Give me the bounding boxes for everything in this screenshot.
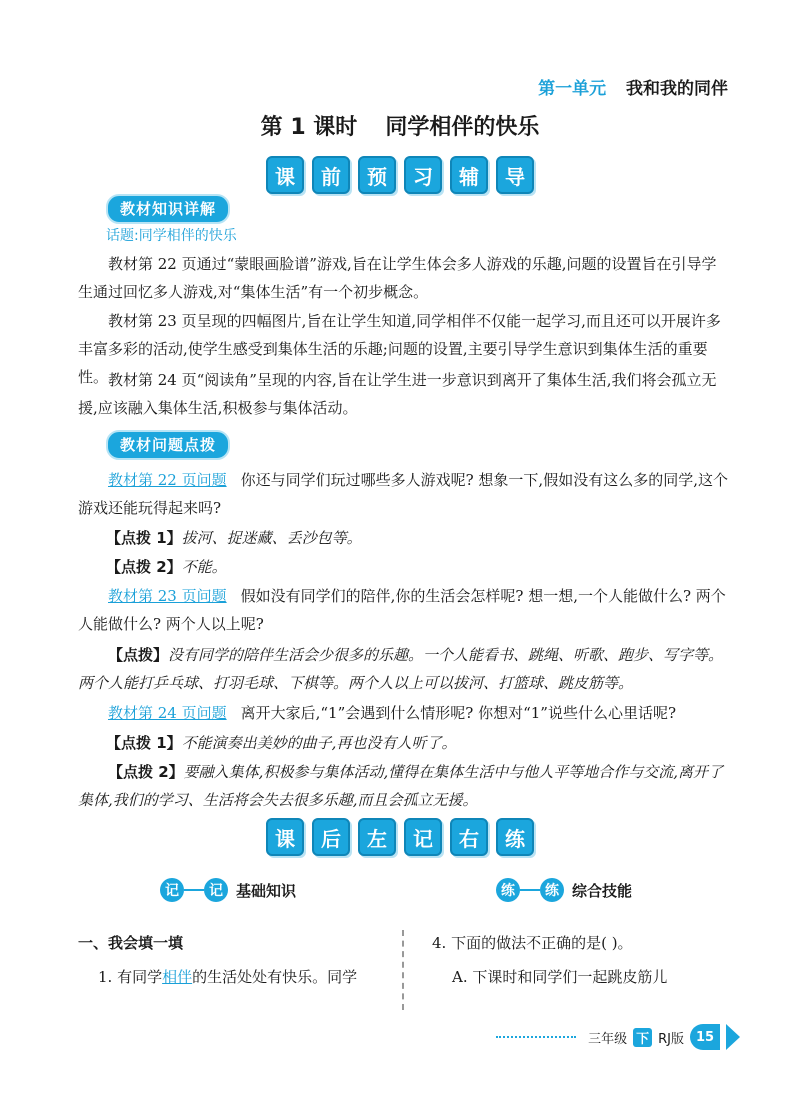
page-footer [496,1024,740,1050]
grade: 三年级 [588,1031,628,1047]
banner-char: 右 [450,818,488,856]
topic-line: 话题:同学相伴的快乐 [106,228,237,244]
q1-highlight: 相伴 [162,968,193,986]
lesson-name: 同学相伴的快乐 [385,115,540,140]
part-title: 一、我会填一填 [78,934,184,952]
exercise-left-column [78,930,398,990]
banner-char: 练 [496,818,534,856]
question-ref-22[interactable]: 教材第 22 页问题 [108,471,227,489]
knowledge-para-3: 教材第 24 页“阅读角”呈现的内容,旨在让学生进一步意识到离开了集体生活,我们将会孤立无援,应该融入集体生活,积极参与集体活动。 [78,371,717,417]
question-text-24: 离开大家后,“1”会遇到什么情形呢? 你想对“1”说些什么心里话呢? [240,704,677,722]
knowledge-tag: 教材知识详解 [106,194,230,224]
problems-tag: 教材问题点拨 [106,430,230,460]
edition: RJ版 [658,1031,684,1047]
tip-24-2 [78,758,728,814]
tip-24-1 [106,729,728,757]
question-text-23: 假如没有同学们的陪伴,你的生活会怎样呢? 想一想,一个人能做什么? 两个人能做什么? 两个人以上呢? [78,587,726,633]
post-class-banner [0,818,800,856]
badge-char: 练 [540,878,564,902]
tip-body: 拔河、捉迷藏、丢沙包等。 [181,529,362,547]
unit-number: 第一单元 [538,79,607,99]
tip-body: 不能演奏出美妙的曲子,再也没有人听了。 [181,734,457,752]
ji-yi-ji-badge [160,878,228,902]
tip-label: 【点拨 2】 [106,558,182,576]
unit-header [538,74,728,99]
question-1 [98,964,398,990]
q1-prefix: 1. 有同学 [98,968,163,986]
question-23 [78,582,728,638]
banner-char: 习 [404,156,442,194]
banner-char: 导 [496,156,534,194]
knowledge-para-2: 教材第 23 页呈现的四幅图片,旨在让学生知道,同学相伴不仅能一起学习,而且还可以开展许多丰富多彩的活动,使学生感受到集体生活的乐趣;问题的设置,主要引导学生意识到集体生活的重要性。 [78,312,721,386]
tip-label: 【点拨 2】 [108,763,184,781]
banner-char: 课 [266,818,304,856]
badge-char: 记 [160,878,184,902]
banner-char: 左 [358,818,396,856]
section-label: 综合技能 [572,881,633,900]
tip-22-2 [106,553,728,581]
banner-char: 后 [312,818,350,856]
column-divider [402,930,404,1010]
page-arrow-icon [726,1024,740,1050]
lesson-title [0,110,800,141]
section-label: 基础知识 [236,881,297,900]
page-number: 15 [690,1024,720,1050]
question-ref-23[interactable]: 教材第 23 页问题 [108,587,227,605]
lian-yi-lian-badge [496,878,564,902]
question-24 [78,699,728,727]
basic-knowledge-heading [160,878,296,902]
tip-body: 不能。 [181,558,227,576]
question-22 [78,466,728,522]
tip-label: 【点拨】 [108,646,169,664]
banner-char: 预 [358,156,396,194]
lesson-number: 第 1 课时 [260,115,358,140]
banner-char: 辅 [450,156,488,194]
skills-heading [496,878,632,902]
banner-char: 课 [266,156,304,194]
q1-suffix: 的生活处处有快乐。同学 [192,968,358,986]
tip-label: 【点拨 1】 [106,529,182,547]
unit-title: 我和我的同伴 [626,79,728,99]
knowledge-para-1: 教材第 22 页通过“蒙眼画脸谱”游戏,旨在让学生体会多人游戏的乐趣,问题的设置旨在引导学生通过回忆多人游戏,对“集体生活”有一个初步概念。 [78,255,717,301]
tip-22-1 [106,524,728,552]
banner-char: 前 [312,156,350,194]
pre-class-banner [0,156,800,194]
question-4: 4. 下面的做法不正确的是( )。 [432,934,633,952]
term-badge: 下 [633,1028,652,1047]
tip-label: 【点拨 1】 [106,734,182,752]
question-4-option-a: A. 下课时和同学们一起跳皮筋儿 [452,968,668,986]
tip-body: 没有同学的陪伴生活会少很多的乐趣。一个人能看书、跳绳、听歌、跑步、写字等。两个人能打乒乓球、打羽毛球、下棋等。两个人以上可以拔河、打篮球、跳皮筋等。 [78,646,724,692]
tip-body: 要融入集体,积极参与集体活动,懂得在集体生活中与他人平等地合作与交流,离开了集体,我们的学习、生活将会失去很多乐趣,而且会孤立无援。 [78,763,723,809]
badge-char: 练 [496,878,520,902]
tip-23 [78,641,728,697]
exercise-right-column [432,930,732,990]
badge-char: 记 [204,878,228,902]
question-ref-24[interactable]: 教材第 24 页问题 [108,704,227,722]
banner-char: 记 [404,818,442,856]
question-text-22: 你还与同学们玩过哪些多人游戏呢? 想象一下,假如没有这么多的同学,这个游戏还能玩得起来吗? [78,471,728,517]
